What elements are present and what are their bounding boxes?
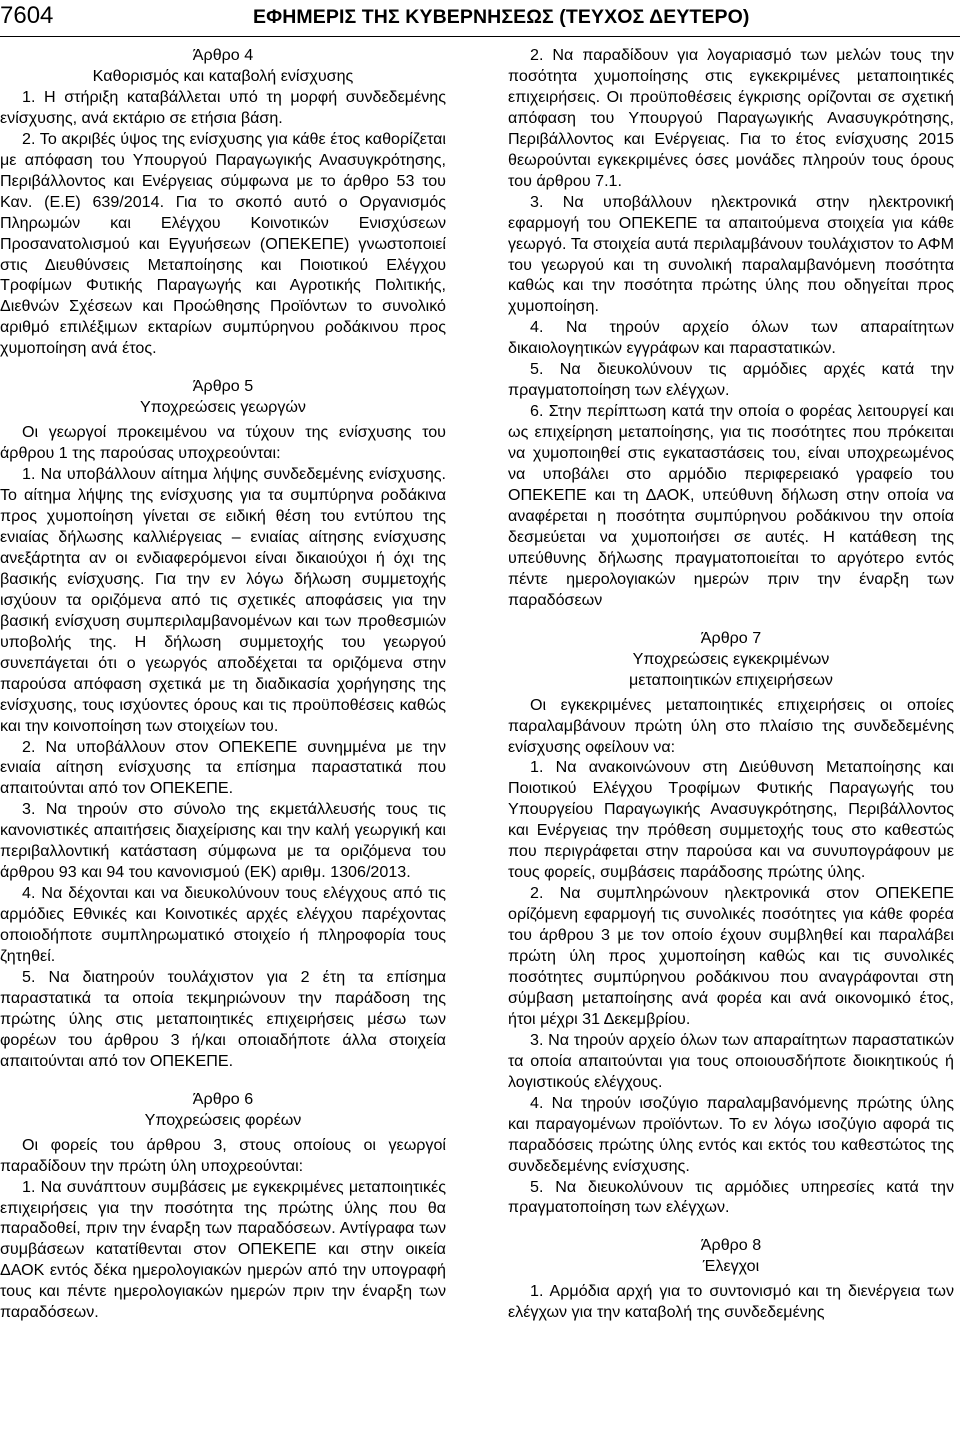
paragraph: 2. Να συμπληρώνουν ηλεκτρονικά στον ΟΠΕΚΕΠΕ ορίζόμενη εφαρμογή τις συνολικές ποσότητες για κάθε φορέα του άρθρου 3 με τον οποίο έχουν συμβληθεί και παραλάβει πρώτη ύλη προς χυμοποίηση καθώς και τις συνολικές ποσότητες συμπύρηνου ροδάκινου που αναγράφονται στη σύμβαση μεταποίησης ανά φορέα και ανά οικονομικό έτος, ήτοι μέχρι 31 Δεκεμβρίου.	[508, 884, 954, 1028]
article-7-subtitle-line-2: μεταποιητικών επιχειρήσεων	[629, 670, 833, 689]
paragraph: 1. Να ανακοινώνουν στη Διεύθυνση Μεταποίησης και Ποιοτικού Ελέγχου Τροφίμων Φυτικής Παραγωγής του Υπουργείου Παραγωγικής Ανασυγκρότησης, Περιβάλλοντος και Ενέργειας την πρόθεση συμμετοχής τους στο καθεστώς που περιγράφεται στην παρούσα και να συνυπογράφουν με τους φορείς, συμβάσεις παράδοσης πρώτης ύλης.	[508, 758, 954, 882]
right-column	[508, 45, 954, 1323]
article-8-subtitle: Έλεγχοι	[702, 1257, 760, 1276]
paragraph: Οι γεωργοί προκειμένου να τύχουν της ενίσχυσης του άρθρου 1 της παρούσας υποχρεούνται:	[0, 423, 446, 463]
paragraph: 1. Να υποβάλλουν αίτημα λήψης συνδεδεμένης ενίσχυσης. Το αίτημα λήψης της ενίσχυσης για τα συμπύρηνα ροδάκινα προς χυμοποίηση γίνεται σε ειδική θέση του εντύπου της ενιαίας δήλωσης καλλιέργειας – ενιαίας αίτησης ενίσχυσης ανεξάρτητα αν οι ενδιαφερόμενοι είναι δικαιούχοι ή όχι της βασικής ενίσχυσης. Για την εν λόγω δήλωση συμμετοχής ισχύουν τα οριζόμενα από τις σχετικές αποφάσεις για την βασική ενίσχυση συμπεριλαμβανομένων και των προθεσμιών υποβολής της. Η δήλωση συμμετοχής του γεωργού συνεπάγεται ότι ο γεωργός αποδέχεται τα οριζόμενα στην παρούσα απόφαση σχετικά με τη διαδικασία χορήγησης της ενίσχυσης, τους ισχύοντες όρους και τις προϋποθέσεις καθώς και την κοινοποίηση των στοιχείων του.	[0, 465, 446, 735]
paragraph: 1. Αρμόδια αρχή για το συντονισμό και τη διενέργεια των ελέγχων για την καταβολή της συνδεδεμένης	[508, 1282, 954, 1322]
paragraph: 4. Να τηρούν αρχείο όλων των απαραίτητων δικαιολογητικών εγγράφων και παραστατικών.	[508, 318, 954, 358]
paragraph: 5. Να διευκολύνουν τις αρμόδιες αρχές κατά την πραγματοποίηση των ελέγχων.	[508, 360, 954, 400]
paragraph: 5. Να διευκολύνουν τις αρμόδιες υπηρεσίες κατά την πραγματοποίηση των ελέγχων.	[508, 1177, 954, 1217]
article-6-subtitle: Υποχρεώσεις φορέων	[144, 1110, 302, 1129]
paragraph: 4. Να δέχονται και να διευκολύνουν τους ελέγχους από τις αρμόδιες Εθνικές και Κοινοτικές αρχές ελέγχου παρέχοντας οποιοδήποτε συμπληρωματικό στοιχείο ή πληροφορία τους ζητηθεί.	[0, 884, 446, 966]
paragraph: Οι εγκεκριμένες μεταποιητικές επιχειρήσεις οι οποίες παραλαμβάνουν πρώτη ύλη στο πλαίσιο της συνδεδεμένης ενίσχυσης οφείλουν να:	[508, 695, 954, 756]
paragraph: 5. Να διατηρούν τουλάχιστον για 2 έτη τα επίσημα παραστατικά τα οποία τεκμηριώνουν την παράδοση της πρώτης ύλης στις μεταποιητικές επιχειρήσεις μέσω των φορέων του άρθρου 3 ή/και οποιαδήποτε άλλα στοιχεία απαιτούνται από τον ΟΠΕΚΕΠΕ.	[0, 967, 446, 1070]
article-5-title: Άρθρο 5	[192, 377, 254, 396]
paragraph: 2. Να υποβάλλουν στον ΟΠΕΚΕΠΕ συνημμένα με την ενιαία αίτηση ενίσχυσης τα επίσημα παραστατικά που απαιτούνται από τον ΟΠΕΚΕΠΕ.	[0, 737, 446, 798]
paragraph: 3. Να υποβάλλουν ηλεκτρονικά στην ηλεκτρονική εφαρμογή του ΟΠΕΚΕΠΕ τα απαιτούμενα στοιχεία για κάθε γεωργό. Τα στοιχεία αυτά περιλαμβάνουν τουλάχιστον το ΑΦΜ του γεωργού και τη συνολική παραλαμβανόμενη ποσότητα καθώς και την ποσότητα πρώτης ύλης που οδηγείται προς χυμοποίηση.	[508, 192, 954, 316]
paragraph: 1. Η στήριξη καταβάλλεται υπό τη μορφή συνδεδεμένης ενίσχυσης, ανά εκτάριο σε ετήσια βάση.	[0, 87, 446, 127]
journal-title: ΕΦΗΜΕΡΙΣ ΤΗΣ ΚΥΒΕΡΝΗΣΕΩΣ (ΤΕΥΧΟΣ ΔΕΥΤΕΡΟ)	[253, 6, 750, 28]
left-column	[0, 45, 446, 1323]
article-7-title: Άρθρο 7	[700, 628, 762, 647]
article-6-title: Άρθρο 6	[192, 1089, 254, 1108]
paragraph: 6. Στην περίπτωση κατά την οποία ο φορέας λειτουργεί και ως επιχείρηση μεταποίησης, για τις ποσότητες που πρόκειται να χυμοποιηθεί στις εγκαταστάσεις του, είναι υποχρεωμένος να υποβάλει στο αρμόδιο περιφερειακό γραφείο του ΟΠΕΚΕΠΕ και τη ΔΑΟΚ, υπεύθυνη δήλωση στην οποία να αναφέρεται η ποσότητα συμπύρηνου ροδάκινου την οποία δεσμεύεται να χυμοποιήσει σε αυτές. Η κατάθεση της υπεύθυνης δήλωσης πραγματοποιείται το αργότερο εντός πέντε ημερολογιακών ημερών πριν την έναρξη των παραδόσεων	[508, 402, 954, 609]
article-5-subtitle: Υποχρεώσεις γεωργών	[140, 398, 306, 417]
article-4-subtitle: Καθορισμός και καταβολή ενίσχυσης	[92, 66, 354, 85]
paragraph: 4. Να τηρούν ισοζύγιο παραλαμβανόμενης πρώτης ύλης και παραγομένων προϊόντων. Το εν λόγω ισοζύγιο αφορά τις παραδόσεις πρώτης ύλης εντός και εκτός του καθεστώτος της συνδεδεμένης ενίσχυσης.	[508, 1093, 954, 1175]
paragraph: 3. Να τηρούν αρχείο όλων των απαραίτητων παραστατικών τα οποία απαιτούνται για τους οποιουσδήποτε διοικητικούς ή λογιστικούς ελέγχους.	[508, 1030, 954, 1091]
page-number: 7604	[0, 2, 54, 29]
paragraph: 2. Το ακριβές ύψος της ενίσχυσης για κάθε έτος καθορίζεται με απόφαση του Υπουργού Παραγωγικής Ανασυγκρότησης, Περιβάλλοντος και Ενέργειας σύμφωνα με το άρθρο 53 του Καν. (Ε.Ε) 639/2014. Για το σκοπό αυτό ο Οργανισμός Πληρωμών και Ελέγχου Κοινοτικών Ενισχύσεων Προσανατολισμού και Εγγυήσεων (ΟΠΕΚΕΠΕ) γνωστοποιεί στις Διευθύνσεις Μεταποίησης και Ποιοτικού Ελέγχου Τροφίμων Φυτικής Παραγωγής και Αγροτικής Πολιτικής, Διεθνών Σχέσεων και Προώθησης Προϊόντων το συνολικό αριθμό επιλέξιμων εκταρίων συμπύρηνου ροδάκινου προς χυμοποίηση ανά έτος.	[0, 129, 446, 358]
article-7-subtitle-line-1: Υποχρεώσεις εγκεκριμένων	[632, 649, 830, 668]
page-header	[0, 0, 960, 37]
article-4-title: Άρθρο 4	[192, 46, 254, 64]
paragraph: 1. Να συνάπτουν συμβάσεις με εγκεκριμένες μεταποιητικές επιχειρήσεις για την ποσότητα της πρώτης ύλης που θα παραδοθεί, πριν την έναρξη των παραδόσεων. Αντίγραφα των συμβάσεων κατατίθενται στον ΟΠΕΚΕΠΕ και στην οικεία ΔΑΟΚ εντός δέκα ημερολογιακών ημερών από την υπογραφή τους και πέντε ημερολογιακών ημερών πριν την έναρξη των παραδόσεων.	[0, 1177, 446, 1322]
paragraph: Οι φορείς του άρθρου 3, στους οποίους οι γεωργοί παραδίδουν την πρώτη ύλη υποχρεούνται:	[0, 1135, 446, 1175]
paragraph: 2. Να παραδίδουν για λογαριασμό των μελών τους την ποσότητα χυμοποίησης στις εγκεκριμένες μεταποιητικές επιχειρήσεις. Οι προϋποθέσεις έγκρισης ορίζονται σε σχετική απόφαση του Υπουργού Παραγωγικής Ανασυγκρότησης, Περιβάλλοντος και Ενέργειας. Για το έτος ενίσχυσης 2015 θεωρούνται εγκεκριμένες όσες μονάδες πληρούν τους όρους του άρθρου 7.1.	[508, 46, 954, 190]
article-8-title: Άρθρο 8	[700, 1236, 762, 1255]
paragraph: 3. Να τηρούν στο σύνολο της εκμετάλλευσής τους τις κανονιστικές απαιτήσεις διαχείρισης και την καλή γεωργική και περιβαλλοντική κατάσταση σύμφωνα με τα οριζόμενα του άρθρου 93 και 94 του κανονισμού (ΕΚ) αριθμ. 1306/2013.	[0, 800, 446, 882]
